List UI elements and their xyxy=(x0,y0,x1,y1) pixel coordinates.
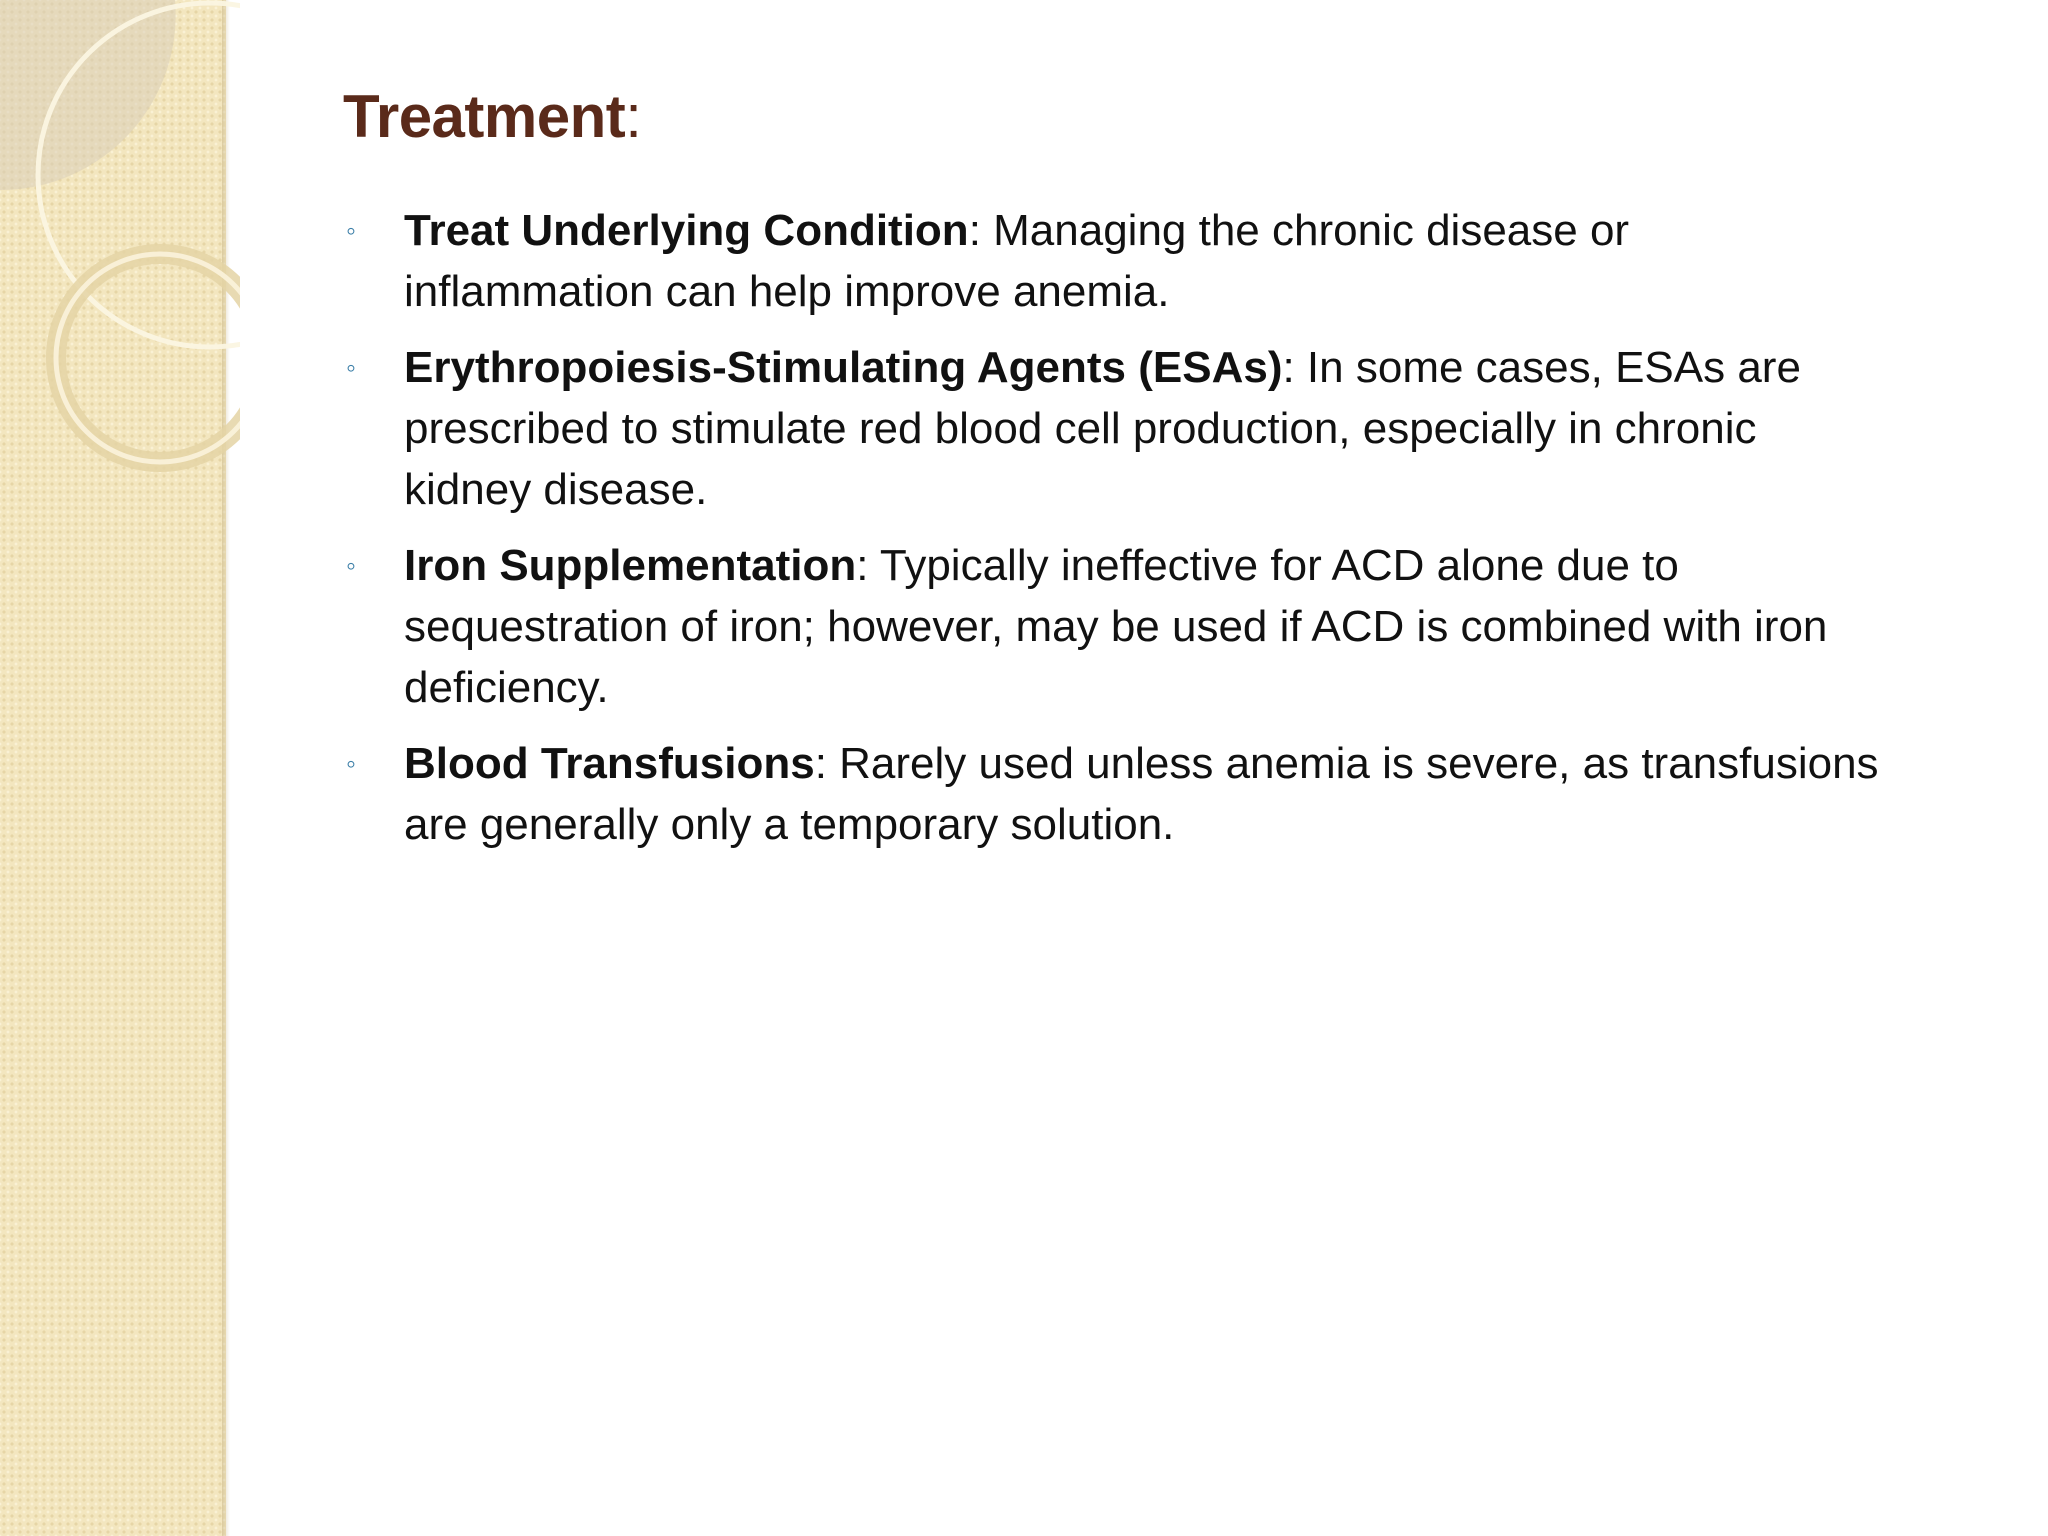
bullet-circle-icon: ◦ xyxy=(346,215,356,246)
bullet-item-treat-underlying-condition xyxy=(346,200,1886,322)
slide-title-text: Treatment xyxy=(343,83,626,150)
bullet-text: : Managing the chronic disease or inflammation can help improve anemia. xyxy=(404,206,1630,316)
slide-title xyxy=(343,82,641,151)
bullet-term: Blood Transfusions xyxy=(404,739,815,788)
slide-title-colon: : xyxy=(625,83,642,150)
decorative-top-arc xyxy=(0,0,176,190)
bullet-text: : Rarely used unless anemia is severe, as transfusions are generally only a temporary solution. xyxy=(404,739,1879,849)
bullet-circle-icon: ◦ xyxy=(346,550,356,581)
decorative-rings-graphic xyxy=(0,0,240,520)
bullet-term: Treat Underlying Condition xyxy=(404,206,969,255)
bullet-term: Erythropoiesis-Stimulating Agents (ESAs) xyxy=(404,343,1283,392)
bullet-circle-icon: ◦ xyxy=(346,748,356,779)
bullet-item-iron-supplementation xyxy=(346,535,1886,718)
bullet-term: Iron Supplementation xyxy=(404,541,857,590)
decorative-small-ring-highlight xyxy=(56,254,240,462)
bullet-circle-icon: ◦ xyxy=(346,352,356,383)
bullet-text: : In some cases, ESAs are prescribed to stimulate red blood cell production, especially in chronic kidney disease. xyxy=(404,343,1801,514)
bullet-item-blood-transfusions xyxy=(346,733,1886,855)
bullet-item-esas xyxy=(346,337,1886,520)
treatment-bullet-list xyxy=(346,200,1886,870)
bullet-text: : Typically ineffective for ACD alone due to sequestration of iron; however, may be used if ACD is combined with iron deficiency. xyxy=(404,541,1828,712)
